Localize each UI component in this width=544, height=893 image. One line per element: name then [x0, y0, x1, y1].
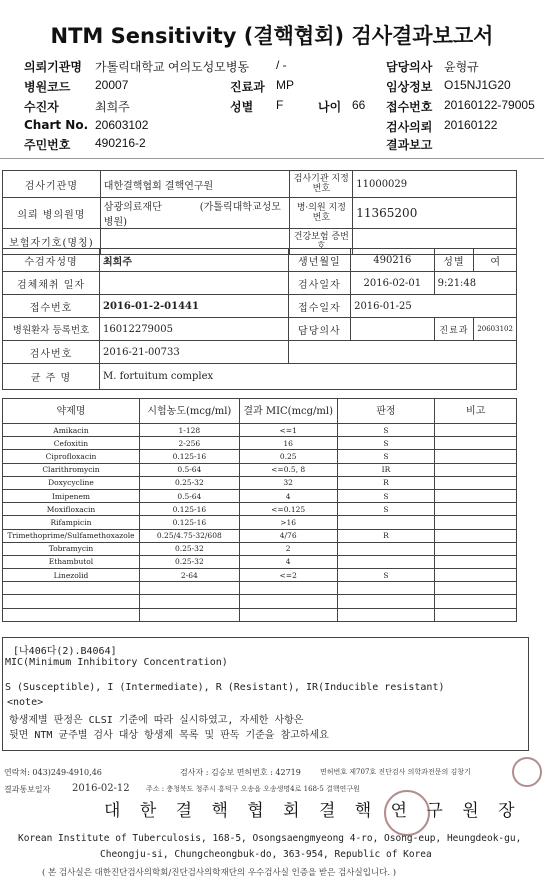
interpretation: S	[337, 437, 435, 450]
remark	[435, 503, 517, 516]
lab-value: 대한결핵협회 결핵연구원	[100, 171, 290, 198]
drug-name: Clarithromycin	[3, 463, 140, 476]
remark	[435, 582, 517, 595]
age-label: 나이	[318, 100, 342, 114]
interpretation: R	[337, 529, 435, 542]
sex-value: F	[276, 98, 284, 112]
interpretation	[337, 516, 435, 529]
hospital-code-label: 병원코드	[24, 80, 71, 94]
drug-name: Ethambutol	[3, 555, 140, 568]
interpretation	[337, 595, 435, 608]
test-concentration: 0.25-32	[139, 555, 239, 568]
collect-label: 검체채취 일자	[3, 272, 100, 295]
test-concentration: 2-256	[139, 437, 239, 450]
hospital-code-value: 20007	[95, 78, 129, 92]
req-hosp-label: 의뢰 병의원명	[3, 198, 101, 229]
mic-result: 4	[239, 489, 337, 502]
birth-label: 생년월일	[288, 249, 350, 272]
interpretation: S	[337, 569, 435, 582]
table-row	[3, 582, 517, 595]
test-concentration: 0.25-32	[139, 476, 239, 489]
drug-name: Ciprofloxacin	[3, 450, 140, 463]
table-row	[3, 516, 517, 529]
id-value: 490216-2	[95, 136, 146, 150]
remark	[435, 450, 517, 463]
patient-reg-value: 16012279005	[100, 318, 289, 341]
interpretation	[337, 555, 435, 568]
dept-value: MP	[276, 78, 294, 92]
form-dept-label: 진료과	[434, 318, 474, 341]
patient-value: 최희주	[95, 100, 130, 114]
header-drug: 약제명	[3, 399, 140, 424]
test-concentration: 0.125-16	[139, 450, 239, 463]
institution-extra: / -	[276, 58, 287, 72]
footer-license: 면허번호 제707호 진단검사 의학과전문의 김창기	[320, 768, 471, 776]
notes-tag: <note>	[7, 697, 44, 708]
drug-name	[3, 582, 140, 595]
req-hosp-note: (가톨릭대학교성모병원)	[103, 202, 281, 228]
exam-no-value: 2016-21-00733	[100, 341, 289, 364]
drug-table-header	[3, 399, 517, 424]
footer-address-small: 주소 : 충청북도 청주시 흥덕구 오송읍 오송생명4로 168-5 결핵연구원	[146, 785, 360, 793]
doctor-label: 담당의사	[288, 318, 350, 341]
interpretation: S	[337, 489, 435, 502]
mic-result: 2	[239, 542, 337, 555]
mic-result: <=2	[239, 569, 337, 582]
test-concentration: 0.25-32	[139, 542, 239, 555]
interpretation	[337, 582, 435, 595]
page-title: NTM Sensitivity (결핵협회) 검사결과보고서	[50, 24, 494, 48]
subject-label: 수검자성명	[3, 249, 100, 272]
specialist-seal	[512, 757, 542, 787]
notes-line1: 항생제별 판정은 CLSI 기준에 따라 실시하였고, 자세한 사항은	[9, 715, 304, 726]
receipt-label: 접수번호	[386, 100, 433, 114]
institute-name: 대 한 결 핵 협 회 결 핵 연 구 원 장	[104, 801, 522, 821]
mic-result: 4	[239, 555, 337, 568]
table-row	[3, 450, 517, 463]
remark	[435, 569, 517, 582]
divider	[0, 158, 544, 159]
institution-value: 가톨릭대학교 여의도성모병동	[95, 60, 250, 74]
subject-info-table	[2, 248, 517, 390]
mic-result: 32	[239, 476, 337, 489]
drug-name: Rifampicin	[3, 516, 140, 529]
chart-label: Chart No.	[24, 118, 89, 132]
remark	[435, 542, 517, 555]
receipt-date-value: 2016-01-25	[351, 295, 517, 318]
test-concentration: 2-64	[139, 569, 239, 582]
notes-legend: S (Susceptible), I (Intermediate), R (Resistant), IR(Inducible resistant)	[5, 682, 445, 693]
notes-box	[2, 637, 529, 751]
institution-label: 의뢰기관명	[24, 60, 82, 74]
footer-contact: 연락처: 043)249-4910,46	[4, 768, 102, 777]
drug-name: Trimethoprime/Sulfamethoxazole	[3, 529, 140, 542]
chart-value: 20603102	[95, 118, 149, 132]
test-time-value: 9:21:48	[434, 272, 516, 295]
collect-value	[100, 272, 289, 295]
table-row	[3, 437, 517, 450]
drug-name	[3, 595, 140, 608]
mic-result: 16	[239, 437, 337, 450]
table-row	[3, 463, 517, 476]
mic-result: 0.25	[239, 450, 337, 463]
footer-report-date-label: 결과통보일자	[4, 785, 51, 794]
drug-name	[3, 608, 140, 621]
notes-mic: MIC(Minimum Inhibitory Concentration)	[5, 657, 228, 668]
table-row	[3, 503, 517, 516]
interpretation: S	[337, 424, 435, 437]
header-remark: 비고	[435, 399, 517, 424]
patient-label: 수진자	[24, 100, 59, 114]
remark	[435, 424, 517, 437]
subject-value: 최희주	[100, 249, 289, 272]
mic-result: <=1	[239, 424, 337, 437]
remark	[435, 595, 517, 608]
table-row	[3, 595, 517, 608]
drug-name: Doxycycline	[3, 476, 140, 489]
insured-label: 보험자기호(명칭)	[3, 229, 101, 255]
interpretation: S	[337, 503, 435, 516]
interpretation: R	[337, 476, 435, 489]
table-row	[3, 542, 517, 555]
doctor-value	[351, 318, 435, 341]
test-concentration: 0.5-64	[139, 463, 239, 476]
test-date-value: 2016-02-01	[351, 272, 435, 295]
receipt-value: 20160122-79005	[444, 98, 535, 112]
drug-name: Linezolid	[3, 569, 140, 582]
drug-name: Moxifloxacin	[3, 503, 140, 516]
interpretation: S	[337, 450, 435, 463]
id-label: 주민번호	[24, 138, 71, 152]
receipt-no-value: 2016-01-2-01441	[100, 295, 289, 318]
interpretation: IR	[337, 463, 435, 476]
header-mic: 결과 MIC(mcg/ml)	[239, 399, 337, 424]
address-en-line2: Cheongju-si, Chungcheongbuk-do, 363-954, Republic of Korea	[100, 849, 432, 860]
drug-name: Amikacin	[3, 424, 140, 437]
test-concentration	[139, 582, 239, 595]
patient-reg-label: 병원환자 등록번호	[3, 318, 100, 341]
director-seal	[384, 790, 430, 836]
footer-report-date-value: 2016-02-12	[72, 783, 130, 794]
mic-result	[239, 608, 337, 621]
req-hosp-cell	[100, 198, 290, 229]
organism-value: M. fortuitum complex	[100, 364, 517, 390]
table-row	[3, 476, 517, 489]
receipt-no-label: 접수번호	[3, 295, 100, 318]
result-label: 결과보고	[386, 138, 433, 152]
lab-label: 검사기관명	[3, 171, 101, 198]
dept-label: 진료과	[230, 80, 265, 94]
test-concentration: 1-128	[139, 424, 239, 437]
remark	[435, 476, 517, 489]
remark	[435, 608, 517, 621]
physician-value: 윤형규	[444, 60, 479, 74]
mic-result: <=0.5, 8	[239, 463, 337, 476]
form-sex-value: 여	[474, 249, 517, 272]
interpretation	[337, 542, 435, 555]
table-row	[3, 529, 517, 542]
test-concentration: 0.5-64	[139, 489, 239, 502]
address-en-line1: Korean Institute of Tuberculosis, 168-5, Osongsaengmyeong 4-ro, Osong-eup, Heungdeok-gu,	[18, 833, 522, 844]
request-info-table	[2, 170, 517, 255]
insurance-no-label: 건강보험 증번호	[290, 229, 353, 255]
certification-note: ( 본 검사실은 대한진단검사의학회/진단검사의학재단의 우수검사실 인증을 받은 검사실입니다. )	[42, 868, 397, 878]
drug-name: Imipenem	[3, 489, 140, 502]
test-concentration	[139, 595, 239, 608]
request-value: 20160122	[444, 118, 498, 132]
request-label: 검사의뢰	[386, 120, 433, 134]
test-date-label: 검사일자	[288, 272, 350, 295]
interpretation	[337, 608, 435, 621]
remark	[435, 529, 517, 542]
table-row	[3, 555, 517, 568]
mic-result: >16	[239, 516, 337, 529]
mic-result	[239, 595, 337, 608]
table-row	[3, 489, 517, 502]
drug-name: Cefoxitin	[3, 437, 140, 450]
sex-label: 성별	[230, 100, 254, 114]
remark	[435, 516, 517, 529]
mic-result: 4/76	[239, 529, 337, 542]
remark	[435, 489, 517, 502]
test-concentration: 0.25/4.75-32/608	[139, 529, 239, 542]
table-row	[3, 608, 517, 621]
test-concentration	[139, 608, 239, 621]
mic-result	[239, 582, 337, 595]
age-value: 66	[352, 98, 366, 112]
lab-code-value: 11000029	[353, 171, 517, 198]
table-row	[3, 569, 517, 582]
physician-label: 담당의사	[386, 60, 433, 74]
receipt-date-label: 접수일자	[288, 295, 350, 318]
drug-name: Tobramycin	[3, 542, 140, 555]
header-result: 판정	[337, 399, 435, 424]
mic-result: <=0.125	[239, 503, 337, 516]
clinical-value: O15NJ1G20	[444, 78, 511, 92]
footer-inspector: 검사자 : 김승보 면허번호 : 42719	[180, 768, 301, 777]
notes-code: [나406다(2).B4064]	[13, 646, 117, 657]
table-row	[3, 424, 517, 437]
header-conc: 시험농도(mcg/ml)	[139, 399, 239, 424]
remark	[435, 463, 517, 476]
clinical-label: 임상정보	[386, 80, 433, 94]
birth-value: 490216	[351, 249, 435, 272]
clinic-code-label: 병·의원 지정번호	[290, 198, 353, 229]
test-concentration: 0.125-16	[139, 516, 239, 529]
exam-no-empty	[288, 341, 516, 364]
lab-code-label: 검사기관 지정번호	[290, 171, 353, 198]
remark	[435, 555, 517, 568]
notes-line2: 뒷면 NTM 균주별 검사 대상 항생제 목록 및 판독 기준을 참고하세요	[9, 730, 329, 741]
req-hosp-value: 삼광의료재단	[103, 202, 162, 213]
exam-no-label: 검사번호	[3, 341, 100, 364]
clinic-code-value: 11365200	[353, 198, 517, 229]
drug-table	[2, 398, 517, 622]
remark	[435, 437, 517, 450]
form-sex-label: 성별	[434, 249, 474, 272]
form-dept-value: 20603102	[474, 318, 517, 341]
test-concentration: 0.125-16	[139, 503, 239, 516]
organism-label: 균 주 명	[3, 364, 100, 390]
